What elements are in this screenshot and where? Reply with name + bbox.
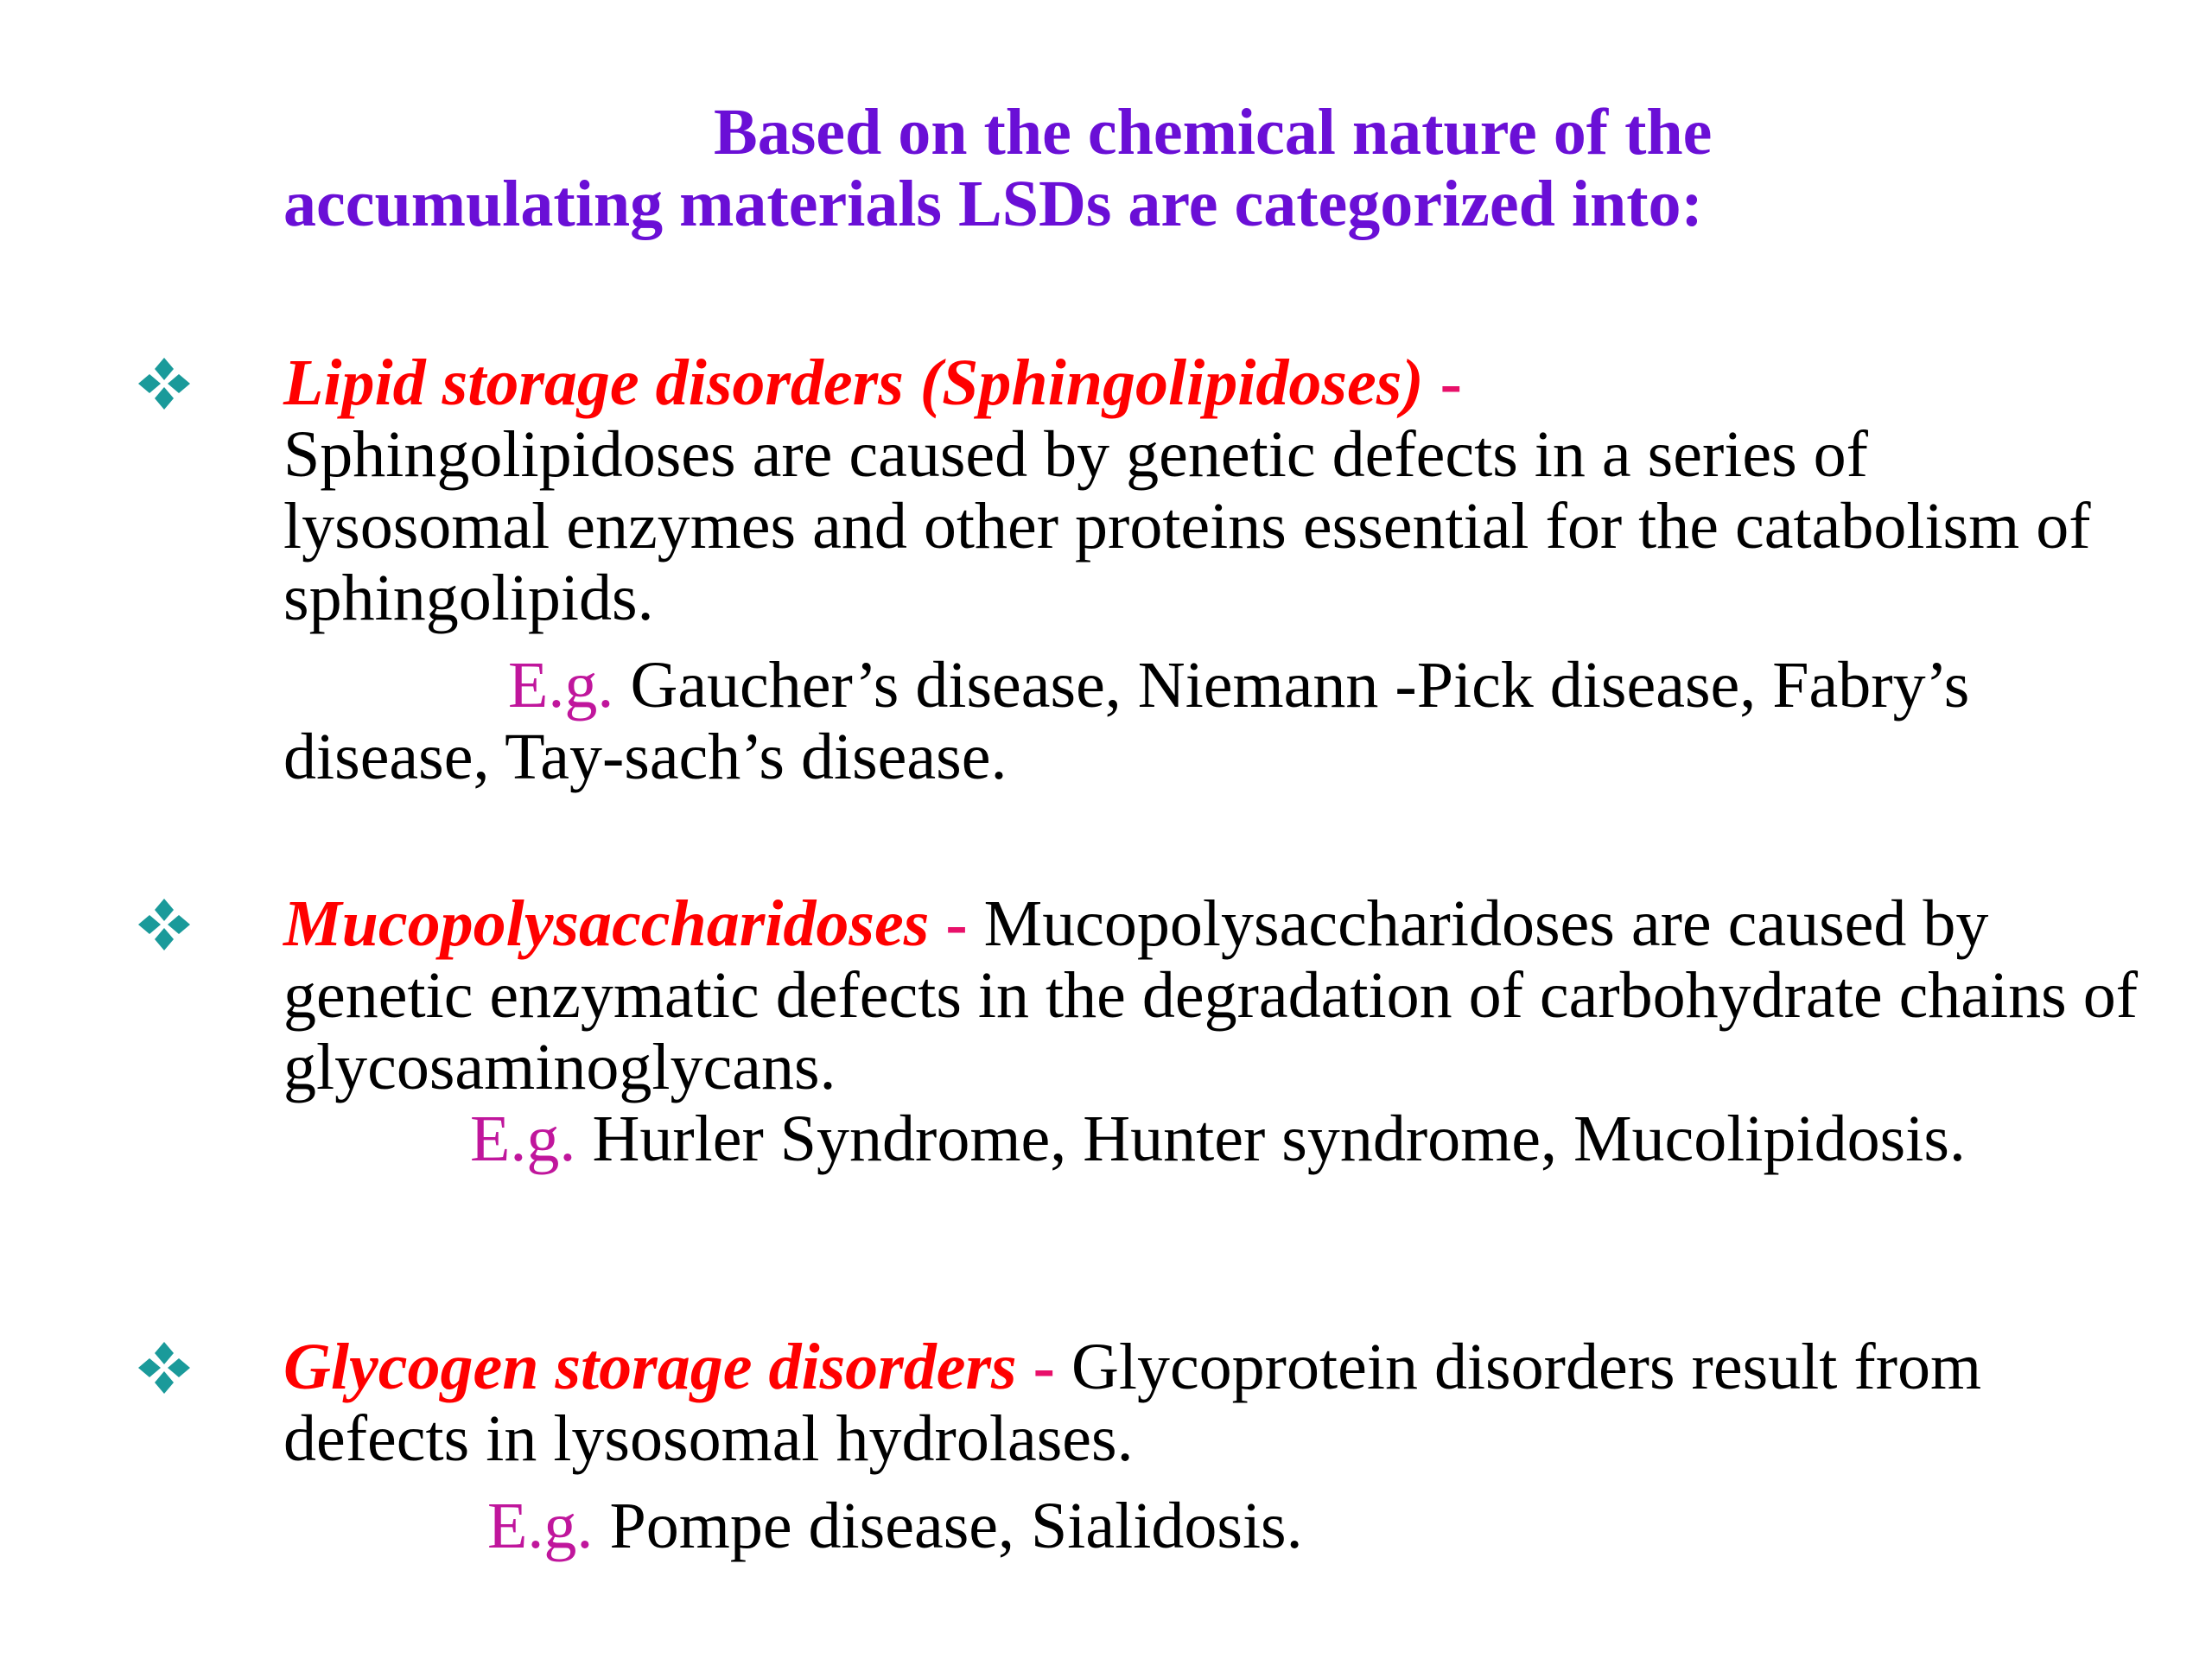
item-term: Lipid storage disorders (Sphingolipidoses): [283, 346, 1424, 419]
item-description: Glycoprotein disorders result from defects in lysosomal hydrolases.: [283, 1331, 1982, 1475]
list-item-glycogen-storage: [283, 1332, 2141, 1562]
item-dash: -: [945, 887, 968, 960]
item-examples-line: [283, 650, 2141, 793]
list-item-mucopolysaccharidoses: [283, 888, 2141, 1175]
slide-heading: [283, 97, 2098, 240]
eg-label: E.g.: [487, 1490, 594, 1562]
four-diamond-bullet-icon: [137, 888, 194, 960]
item-dash: -: [1033, 1331, 1055, 1403]
four-diamond-bullet-icon: [137, 1332, 194, 1403]
item-description: Sphingolipidoses are caused by genetic defects in a series of lysosomal enzymes and other proteins essential for the catabolism of sphingolipids.: [283, 418, 2091, 634]
heading-line-2: accumulating materials LSDs are categorized into:: [283, 168, 1703, 240]
item-description: Mucopolysaccharidoses are caused by genetic enzymatic defects in the degradation of carbohydrate chains of glycosaminoglycans.: [283, 887, 2139, 1103]
eg-label: E.g.: [508, 649, 614, 721]
item-term: Glycogen storage disorders: [283, 1331, 1017, 1403]
item-examples-line: [283, 1103, 2141, 1175]
item-examples: Pompe disease, Sialidosis.: [609, 1490, 1303, 1562]
item-examples-line: [283, 1491, 2141, 1562]
item-dash: -: [1440, 346, 1462, 419]
eg-label: E.g.: [470, 1103, 576, 1175]
heading-line-1: Based on the chemical nature of the: [714, 96, 1713, 168]
item-term: Mucopolysaccharidoses: [283, 887, 930, 960]
item-examples: Hurler Syndrome, Hunter syndrome, Mucolipidosis.: [592, 1103, 1966, 1175]
list-item-lipid-storage: [283, 347, 2141, 793]
item-examples: Gaucher’s disease, Niemann -Pick disease, Fabry’s disease, Tay-sach’s disease.: [283, 649, 1970, 793]
four-diamond-bullet-icon: [137, 347, 194, 419]
